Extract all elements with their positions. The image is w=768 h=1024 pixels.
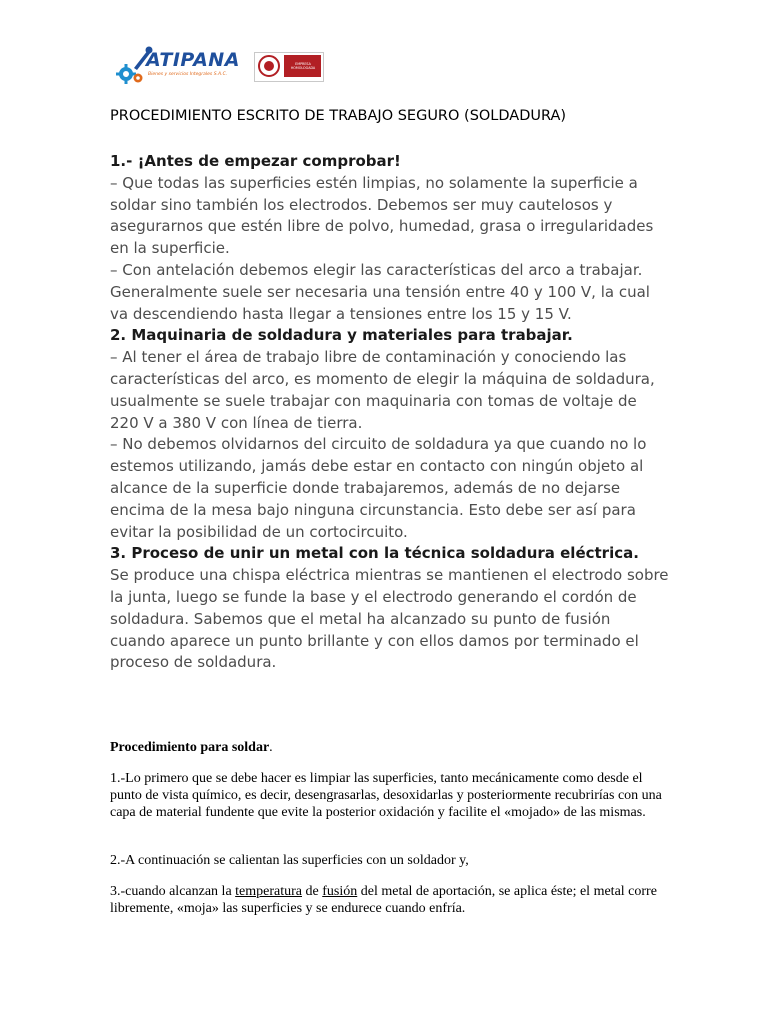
seal-icon <box>258 55 280 77</box>
fusion-link[interactable]: fusión <box>322 884 358 899</box>
section-paragraph: – No debemos olvidarnos del circuito de soldadura ya que cuando no lo estemos utilizando, jamás debe estar en contacto con ningún objeto al alcance de la superficie donde trabajaremos, además de no dejarse encima de la mesa bajo ninguna circunstancia. Esto debe ser así para evitar la posibilidad de un cortocircuito. <box>110 435 647 541</box>
temperatura-link[interactable]: temperatura <box>235 884 303 899</box>
section-paragraph: – Que todas las superficies estén limpias, no solamente la superficie a soldar sino también los electrodos. Debemos ser muy cautelosos y asegurarnos que estén libre de polvo, humedad, grasa o irregularidades en la superficie. <box>110 173 654 258</box>
procedure-step-1: 1.-Lo primero que se debe hacer es limpiar las superficies, tanto mecánicamente como desde el punto de vista químico, es decir, desengrasarlas, desoxidarlas y posteriormente recubrirías con una capa de material fundente que evite la posterior oxidación y facilite el «mojado» de las mismas. <box>110 771 662 820</box>
document-title: PROCEDIMIENTO ESCRITO DE TRABAJO SEGURO (SOLDADURA) <box>110 108 567 124</box>
section-paragraph: – Con antelación debemos elegir las características del arco a trabajar. Generalmente suele ser necesaria una tensión entre 40 y 100 V, la cual va descendiendo hasta llegar a tensiones entre los 15 y 15 V. <box>110 260 650 323</box>
atipana-tagline: Bienes y servicios Integrales S.A.C. <box>148 72 228 77</box>
section-heading: 2. Maquinaria de soldadura y materiales para trabajar. <box>110 326 573 345</box>
section-paragraph: – Al tener el área de trabajo libre de contaminación y conociendo las características del arco, es momento de elegir la máquina de soldadura, usualmente se suele trabajar con maquinaria con tomas de voltaje de 220 V a 380 V con línea de tierra. <box>110 348 655 432</box>
section-heading: 3. Proceso de unir un metal con la técnica soldadura eléctrica. <box>110 544 639 563</box>
atipana-wordmark: ATIPANA <box>146 49 240 71</box>
atipana-logo <box>114 44 242 86</box>
certification-text: EMPRESA HOMOLOGADA <box>290 62 316 70</box>
safety-content <box>110 151 670 674</box>
procedure-step-3: 3.-cuando alcanzan la temperatura de fusión del metal de aportación, se aplica éste; el metal corre libremente, «moja» las superficies y se endurece cuando enfría. <box>110 884 657 916</box>
procedure-heading: Procedimiento para soldar. <box>110 740 273 755</box>
section-paragraph: Se produce una chispa eléctrica mientras se mantienen el electrodo sobre la junta, luego se funde la base y el electrodo generando el cordón de soldadura. Sabemos que el metal ha alcanzado su punto de fusión cuando aparece un punto brillante y con ellos damos por terminado el proceso de soldadura. <box>110 566 669 672</box>
certification-logo <box>254 52 324 82</box>
section-heading: 1.- ¡Antes de empezar comprobar! <box>110 152 401 170</box>
procedure-step-2: 2.-A continuación se calientan las superficies con un soldador y, <box>110 853 469 868</box>
